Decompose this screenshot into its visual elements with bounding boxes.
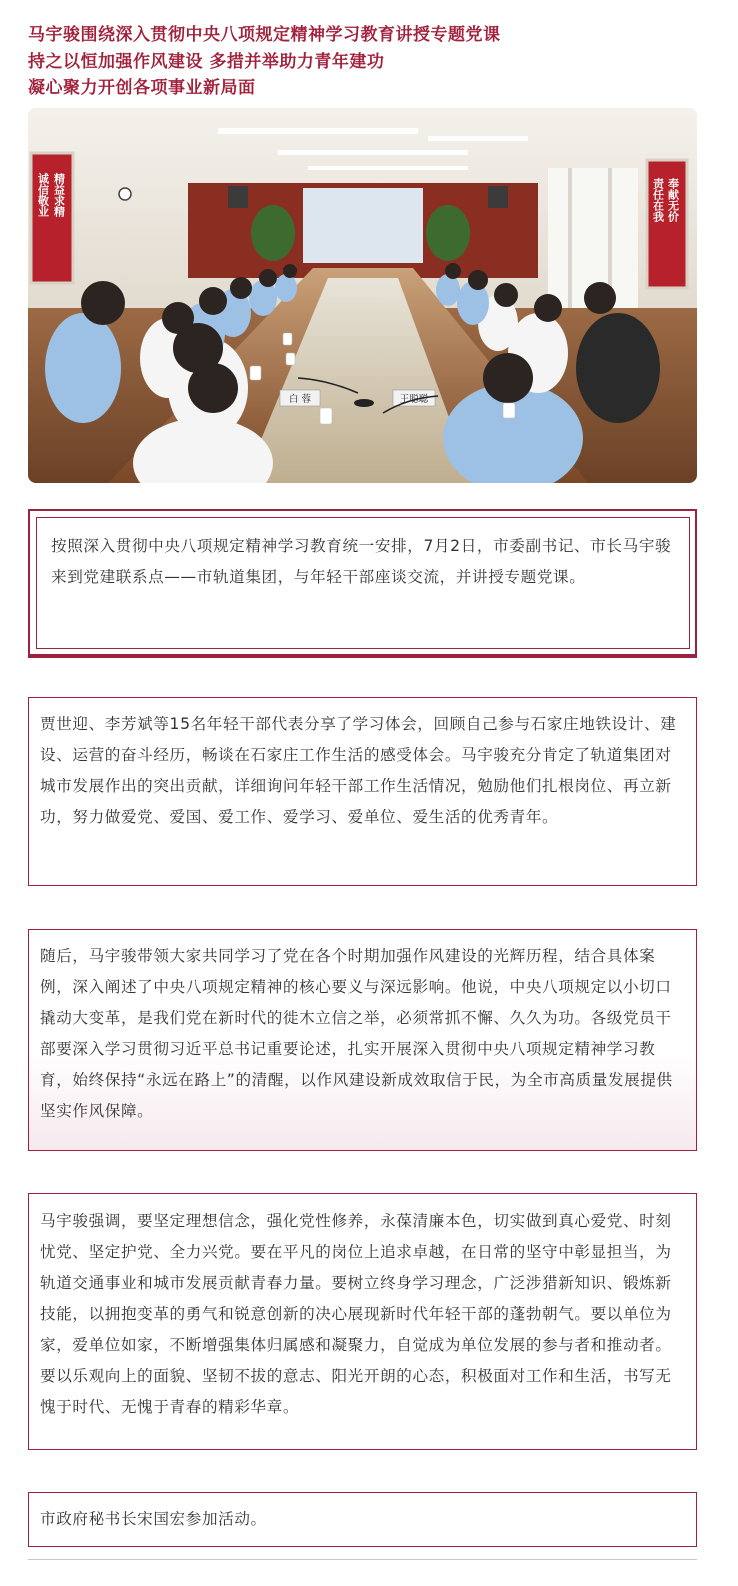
title-line-2: 持之以恒加强作风建设 多措并举助力青年建功 <box>28 51 385 72</box>
paragraph-intro-text: 按照深入贯彻中央八项规定精神学习教育统一安排，7月2日，市委副书记、市长马宇骏来到党建联系点——市轨道集团，与年轻干部座谈交流，并讲授专题党课。 <box>51 537 672 586</box>
banner-left-text-1: 精益求精 <box>52 173 66 217</box>
nameplate-left: 白 蓉 <box>288 394 312 405</box>
article-title <box>28 22 718 102</box>
title-line-3: 凝心聚力开创各项事业新局面 <box>28 78 256 98</box>
meeting-photo <box>28 108 697 483</box>
paragraph-youth-sharing <box>28 697 697 886</box>
bottom-divider <box>28 1559 697 1560</box>
paragraph-study-history-text: 随后，马宇骏带领大家共同学习了党在各个时期加强作风建设的光辉历程，结合具体案例，深入阐述了中央八项规定精神的核心要义与深远影响。他说，中央八项规定以小切口撬动大变革，是我们党在新时代的徙木立信之举，必须常抓不懈、久久为功。各级党员干部要深入学习贯彻习近平总书记重要论述，扎实开展深入贯彻中央八项规定精神学习教育，始终保持“永远在路上”的清醒，以作风建设新成效取信于民，为全市高质量发展提供坚实作风保障。 <box>40 947 673 1120</box>
title-line-1: 马宇骏围绕深入贯彻中央八项规定精神学习教育讲授专题党课 <box>28 25 501 45</box>
banner-right-text-1: 奉献无价 <box>666 178 680 222</box>
paragraph-intro-inner-frame <box>36 517 690 649</box>
banner-left-text-2: 诚信敬业 <box>36 173 50 217</box>
paragraph-attendee-text: 市政府秘书长宋国宏参加活动。 <box>40 1510 267 1528</box>
paragraph-emphasis-text: 马宇骏强调，要坚定理想信念，强化党性修养，永葆清廉本色，切实做到真心爱党、时刻忧党、坚定护党、全力兴党。要在平凡的岗位上追求卓越，在日常的坚守中彰显担当，为轨道交通事业和城市发展贡献青春力量。要树立终身学习理念，广泛涉猎新知识、锻炼新技能，以拥抱变革的勇气和锐意创新的决心展现新时代年轻干部的蓬勃朝气。要以单位为家，爱单位如家，不断增强集体归属感和凝聚力，自觉成为单位发展的参与者和推动者。要以乐观向上的面貌、坚韧不拔的意志、阳光开朗的心态，积极面对工作和生活，书写无愧于时代、无愧于青春的精彩华章。 <box>40 1212 672 1416</box>
paragraph-emphasis <box>28 1193 697 1450</box>
paragraph-youth-sharing-text: 贾世迎、李芳斌等15名年轻干部代表分享了学习体会，回顾自己参与石家庄地铁设计、建设、运营的奋斗经历，畅谈在石家庄工作生活的感受体会。马宇骏充分肯定了轨道集团对城市发展作出的突出贡献，详细询问年轻干部工作生活情况，勉励他们扎根岗位、再立新功，努力做爱党、爱国、爱工作、爱学习、爱单位、爱生活的优秀青年。 <box>40 715 677 826</box>
paragraph-study-history <box>28 929 697 1151</box>
nameplate-right: 王聪聪 <box>399 394 429 405</box>
paragraph-intro <box>28 509 697 656</box>
banner-right-text-2: 责任在我 <box>651 178 665 222</box>
paragraph-attendee <box>28 1492 697 1547</box>
